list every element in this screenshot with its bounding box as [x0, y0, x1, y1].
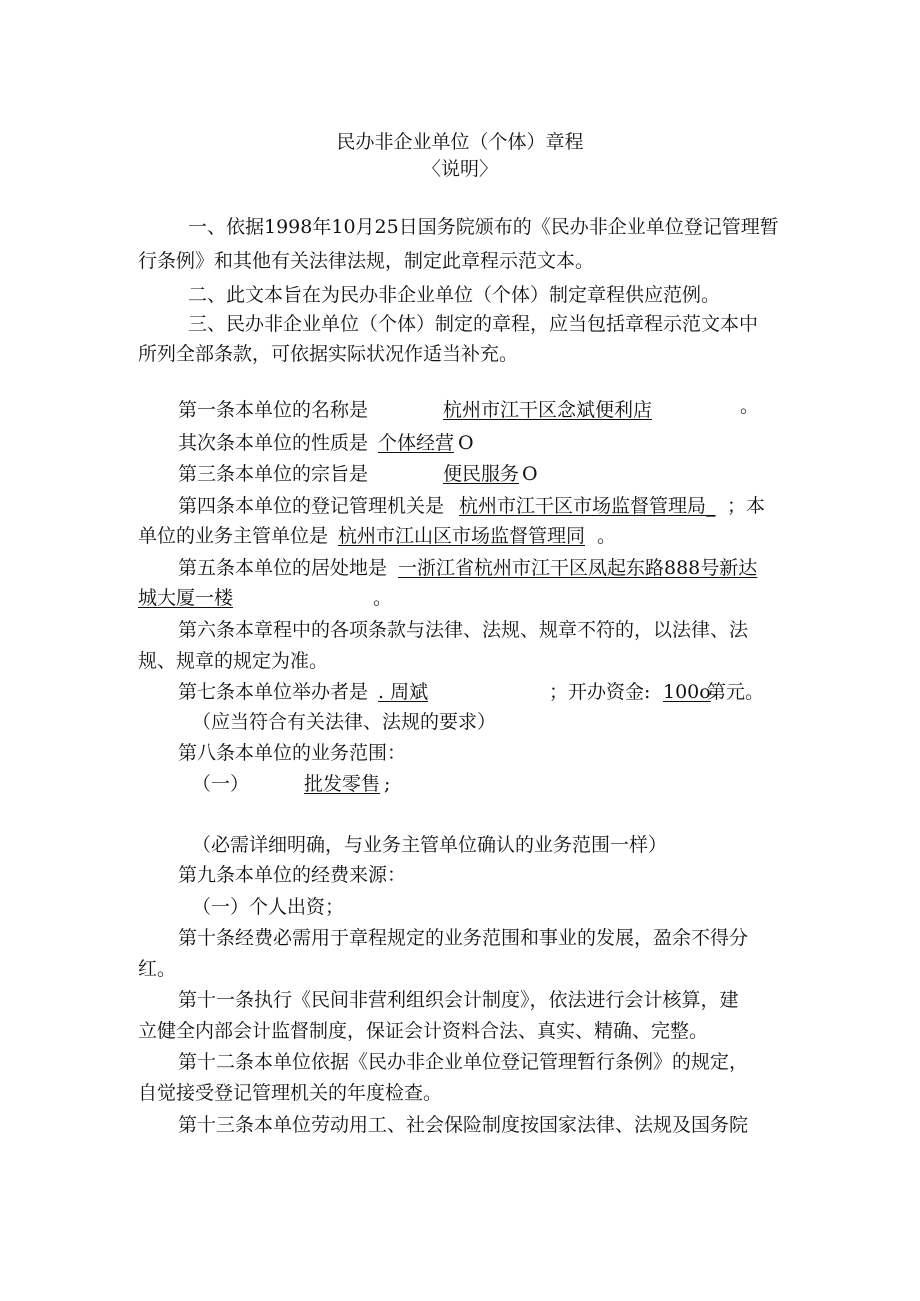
art12-line2: 自觉接受登记管理机关的年度检查。 — [138, 1082, 443, 1104]
art5-value-line1: 一浙江省杭州市江干区凤起东路888号新达 — [398, 557, 758, 579]
intro-p3-line1: 三、民办非企业单位（个体）制定的章程，应当包括章程示范文本中 — [188, 313, 759, 335]
intro-p1-line1: 一、依据1998年10月25日国务院颁布的《民办非企业单位登记管理暂 — [188, 216, 779, 238]
art7-value: . 周斌 — [378, 681, 429, 703]
art8-note: （必需详细明确，与业务主管单位确认的业务范围一样） — [192, 834, 668, 856]
art5-value-line2: 城大厦一楼 — [138, 587, 234, 609]
art8-item-prefix: （一） — [192, 773, 250, 795]
art1-value: 杭州市江干区念斌便利店 — [443, 399, 653, 421]
art8-item-end: ; — [384, 773, 391, 795]
doc-subtitle: 〈说明〉 — [421, 158, 498, 180]
intro-p1-line2: 行条例》和其他有关法律法规，制定此章程示范文本。 — [138, 250, 595, 272]
art8-item-value: 批发零售 — [304, 773, 381, 795]
art2-value: 个体经营 — [378, 432, 455, 454]
art4-line2-value: 杭州市江山区市场监督管理同 — [338, 525, 586, 547]
art1-label: 第一条本单位的名称是 — [178, 399, 369, 421]
art3-value: 便民服务 — [443, 463, 520, 485]
art4-label: 第四条本单位的登记管理机关是 — [178, 495, 445, 517]
art3-label: 第三条本单位的宗旨是 — [178, 463, 369, 485]
art1-end: 。 — [740, 395, 760, 417]
art6-line2: 规、规章的规定为准。 — [138, 650, 329, 672]
art10-line1: 第十条经费必需用于章程规定的业务范围和事业的发展，盈余不得分 — [178, 927, 749, 949]
art4-mid: ；本 — [727, 495, 766, 517]
art5-label: 第五条本单位的居处地是 — [178, 557, 388, 579]
art8-label: 第八条本单位的业务范围： — [178, 742, 407, 764]
art10-line2: 红。 — [138, 958, 177, 980]
art7-capital: 100o — [663, 681, 711, 703]
art2-label: 其次条本单位的性质是 — [178, 432, 369, 454]
intro-p3-line2: 所列全部条款，可依据实际状况作适当补充。 — [138, 343, 519, 365]
art7-mid: ；开办资金: — [549, 681, 651, 703]
art4-line2-label: 单位的业务主管单位是 — [138, 525, 329, 547]
art9-label: 第九条本单位的经费来源： — [178, 864, 407, 886]
art3-end: O — [522, 463, 538, 485]
art9-item: （一）个人出资； — [192, 896, 345, 918]
art4-line2-end: 。 — [597, 525, 617, 547]
doc-title: 民办非企业单位（个体）章程 — [336, 131, 584, 153]
art4-value: 杭州市江干区市场监督管理局_ — [459, 495, 716, 517]
art7-end: 第元。 — [707, 681, 765, 703]
art13-line1: 第十三条本单位劳动用工、社会保险制度按国家法律、法规及国务院 — [178, 1114, 749, 1136]
art2-end: O — [458, 432, 474, 454]
art6-line1: 第六条本章程中的各项条款与法律、法规、规章不符的，以法律、法 — [178, 619, 749, 641]
intro-p2: 二、此文本旨在为民办非企业单位（个体）制定章程供应范例。 — [188, 284, 721, 306]
art5-end: 。 — [373, 587, 393, 609]
art11-line1: 第十一条执行《民间非营利组织会计制度》，依法进行会计核算，建 — [178, 989, 739, 1011]
art11-line2: 立健全内部会计监督制度，保证会计资料合法、真实、精确、完整。 — [138, 1020, 709, 1042]
art7-note: （应当符合有关法律、法规的要求） — [192, 711, 497, 733]
art12-line1: 第十二条本单位依据《民办非企业单位登记管理暂行条例》的规定， — [178, 1051, 749, 1073]
art7-label: 第七条本单位举办者是 — [178, 681, 369, 703]
